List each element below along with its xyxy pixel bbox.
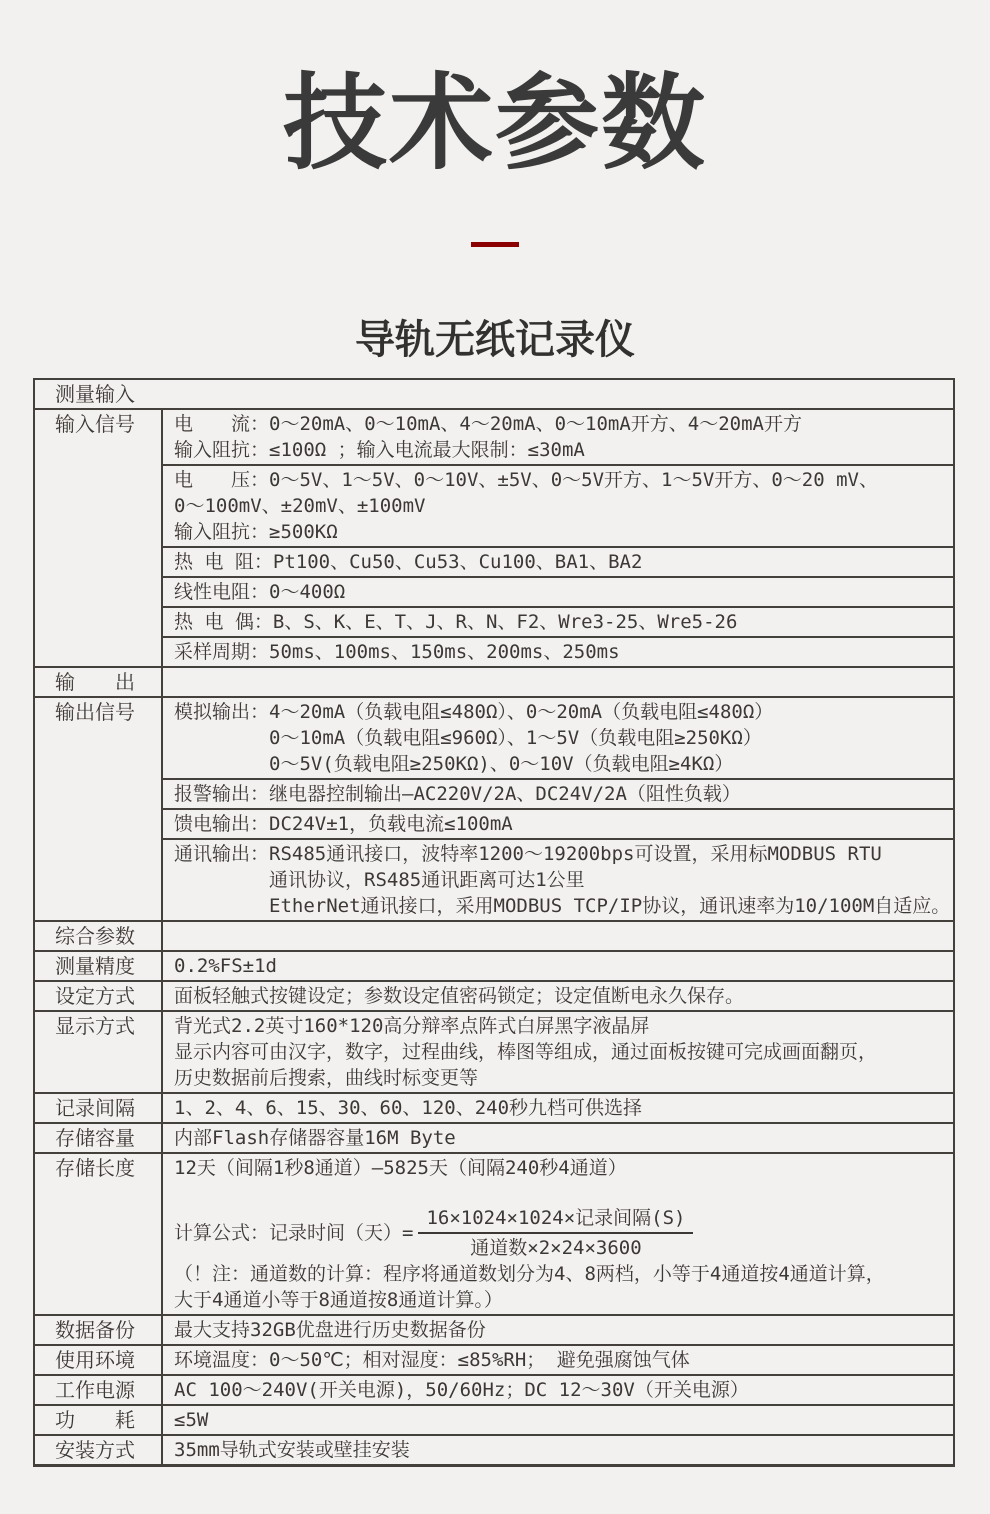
spec-row-output-signal [35, 696, 953, 920]
empty-cell [163, 922, 953, 924]
formula-fraction [418, 1205, 693, 1261]
spec-line: 馈电输出：DC24V±1，负载电流≤100mA [174, 813, 513, 836]
cell-comm-output [163, 838, 953, 920]
spec-line: EtherNet通讯接口，采用MODBUS TCP/IP协议，通讯速率为10/100M自适应。 [269, 895, 951, 918]
spec-value: 0.2%FS±1d [174, 955, 277, 978]
spec-line: 通讯协议，RS485通讯距离可达1公里 [269, 869, 585, 892]
spacer [174, 1181, 953, 1205]
cell-sampling-period [163, 636, 953, 666]
spec-value: AC 100～240V(开关电源)，50/60Hz；DC 12～30V（开关电源） [174, 1379, 749, 1402]
spec-row-consumption [35, 1404, 953, 1434]
spec-row-storage-capacity [35, 1122, 953, 1152]
spec-line: 0～5V(负载电阻≥250KΩ)、0～10V（负载电阻≥4KΩ） [269, 753, 734, 776]
cell-alarm-output [163, 778, 953, 808]
spec-line: 采样周期：50ms、100ms、150ms、200ms、250ms [174, 641, 620, 664]
spec-row-setting [35, 980, 953, 1010]
spec-value: 35mm导轨式安装或壁挂安装 [174, 1439, 410, 1462]
product-subtitle: 导轨无纸记录仪 [355, 317, 635, 364]
spec-line: 0～100mV、±20mV、±100mV [174, 495, 426, 518]
spec-note: （！注：通道数的计算：程序将通道数划分为4、8两档，小等于4通道按4通道计算， [174, 1263, 885, 1286]
row-label: 显示方式 [35, 1012, 163, 1092]
spec-row-storage-length [35, 1152, 953, 1314]
row-label: 数据备份 [35, 1316, 163, 1344]
row-label: 记录间隔 [35, 1094, 163, 1122]
row-label: 测量精度 [35, 952, 163, 980]
spec-line: 模拟输出：4～20mA（负载电阻≤480Ω）、0～20mA（负载电阻≤480Ω） [174, 701, 774, 724]
row-label: 输入信号 [35, 410, 163, 666]
section-row-general [35, 920, 953, 950]
spec-line: 线性电阻：0～400Ω [174, 581, 346, 604]
spec-note: 大于4通道小等于8通道按8通道计算。） [174, 1289, 503, 1312]
spec-line: 通讯输出：RS485通讯接口，波特率1200～19200bps可设置，采用标MODBUS RTU [174, 843, 882, 866]
spec-value: 最大支持32GB优盘进行历史数据备份 [174, 1319, 486, 1342]
formula-numerator: 16×1024×1024×记录间隔(S) [418, 1205, 693, 1234]
cell-linear-resistance [163, 576, 953, 606]
spec-line: 电 压：0～5V、1～5V、0～10V、±5V、0～5V开方、1～5V开方、0～20 mV、 [174, 469, 878, 492]
row-label: 输出信号 [35, 698, 163, 920]
section-row-output [35, 666, 953, 696]
spec-line: 历史数据前后搜索，曲线时标变更等 [174, 1067, 479, 1090]
row-label: 功 耗 [35, 1406, 163, 1434]
spec-line: 热 电 偶：B、S、K、E、T、J、R、N、F2、Wre3-25、Wre5-26 [174, 611, 738, 634]
spec-line: 热 电 阻：Pt100、Cu50、Cu53、Cu100、BA1、BA2 [174, 551, 643, 574]
spec-row-display [35, 1010, 953, 1092]
spec-line: 输入阻抗：≤100Ω ；输入电流最大限制：≤30mA [174, 439, 585, 462]
section-label: 综合参数 [35, 922, 163, 950]
spec-row-installation [35, 1434, 953, 1464]
cell-current [163, 410, 953, 464]
cell-voltage [163, 464, 953, 546]
cell-rtd [163, 546, 953, 576]
spec-value: 内部Flash存储器容量16M Byte [174, 1127, 456, 1150]
page-title: 技术参数 [282, 62, 707, 184]
cell-feed-output [163, 808, 953, 838]
spec-line: 12天（间隔1秒8通道）—5825天（间隔240秒4通道） [174, 1157, 627, 1180]
row-label: 存储长度 [35, 1154, 163, 1314]
section-label: 测量输入 [55, 382, 135, 407]
cell-analog-output [163, 698, 953, 778]
spec-row-accuracy [35, 950, 953, 980]
spec-line: 电 流：0～20mA、0～10mA、4～20mA、0～10mA开方、4～20mA开方 [174, 413, 802, 436]
empty-cell [163, 668, 953, 670]
cell-thermocouple [163, 606, 953, 636]
row-label: 工作电源 [35, 1376, 163, 1404]
page-header [0, 0, 990, 363]
spec-line: 输入阻抗：≥500KΩ [174, 521, 338, 544]
spec-table [33, 378, 955, 1467]
spec-row-input-signal [35, 408, 953, 666]
spec-line: 背光式2.2英寸160*120高分辩率点阵式白屏黑字液晶屏 [174, 1015, 650, 1038]
spec-value: 面板轻触式按键设定；参数设定值密码锁定；设定值断电永久保存。 [174, 985, 745, 1008]
spec-line: 0～10mA（负载电阻≤960Ω）、1～5V（负载电阻≥250KΩ） [269, 727, 762, 750]
spec-row-power [35, 1374, 953, 1404]
spec-line: 显示内容可由汉字，数字，过程曲线，棒图等组成，通过面板按键可完成画面翻页， [174, 1041, 878, 1064]
spec-row-backup [35, 1314, 953, 1344]
record-time-formula [174, 1205, 953, 1261]
spec-value: ≤5W [174, 1409, 209, 1432]
spec-row-environment [35, 1344, 953, 1374]
row-label: 使用环境 [35, 1346, 163, 1374]
row-label: 安装方式 [35, 1436, 163, 1464]
row-label: 存储容量 [35, 1124, 163, 1152]
spec-line: 报警输出：继电器控制输出—AC220V/2A、DC24V/2A（阻性负载） [174, 783, 741, 806]
formula-prefix: 计算公式：记录时间（天）= [174, 1222, 414, 1245]
title-accent-divider [471, 242, 519, 247]
spec-value: 1、2、4、6、15、30、60、120、240秒九档可供选择 [174, 1097, 643, 1120]
spec-row-record-interval [35, 1092, 953, 1122]
spec-value: 环境温度：0～50℃；相对湿度：≤85%RH； 避免强腐蚀气体 [174, 1349, 690, 1372]
formula-denominator: 通道数×2×24×3600 [470, 1237, 642, 1260]
section-label: 输 出 [35, 668, 163, 696]
section-row-measure-input [35, 380, 953, 408]
row-label: 设定方式 [35, 982, 163, 1010]
